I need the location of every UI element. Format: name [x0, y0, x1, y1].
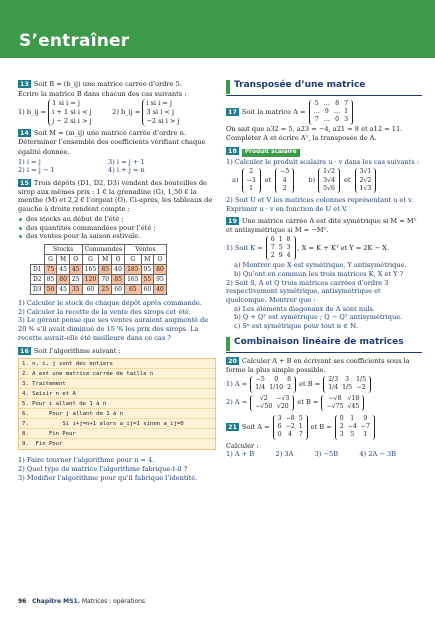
algorithm-line: 4. Saisir n et A — [19, 389, 215, 399]
list-item: 4) 2A − 3B — [359, 450, 396, 459]
matrix-pair-21 — [226, 415, 422, 440]
question: 1) Soit K = — [226, 243, 263, 252]
matrix-cell: −5 — [255, 376, 265, 384]
exercise-tag: Produit scalaire — [242, 149, 300, 157]
case-row: 1 si i = j — [52, 99, 80, 108]
exercise-text: Une matrice carrée A est dite symétrique si M = Mᵀ et antisymétrique si M = −Mᵀ. — [226, 217, 417, 234]
matrix-cell: 9 — [324, 108, 329, 116]
case-row: i si i = j — [146, 99, 172, 108]
case-row: −2 si i > j — [146, 116, 180, 125]
exercise-text: Soit l’algorithme suivant : — [33, 347, 121, 356]
table-cell: 65 — [125, 284, 141, 294]
table-group-header — [31, 244, 167, 254]
matrix-a2 — [250, 395, 294, 411]
matrix-cell: −√75 — [326, 402, 344, 410]
question: 2) Soit U et V les matrices colonnes représentant u et v. Exprimer u · v en fonction de U et V. — [226, 195, 414, 213]
section-title: Transposée d’une matrice — [234, 80, 366, 90]
algorithm-box — [18, 358, 216, 450]
matrix-cell: 3 — [286, 243, 291, 251]
exercise-text: Calculer A + B en écrivant ses coefficients sous la forme la plus simple possible. — [226, 356, 410, 374]
matrix-cell: 4 — [286, 252, 291, 260]
question: 2) Calculer la recette de la vente des sirops cet été. — [18, 307, 191, 316]
matrix-cell: 7 — [344, 100, 349, 107]
matrix-cell: −7 — [360, 423, 370, 431]
table-sub-header — [31, 254, 167, 264]
table-row — [31, 274, 167, 284]
column-header: M — [57, 254, 70, 264]
question: 1) Calculer le produit scalaire u · v dans les cas suivants : — [226, 157, 420, 166]
matrix-cell: 4 — [288, 431, 293, 439]
exercise-text: Calculer : — [226, 441, 259, 450]
table-cell: 35 — [69, 284, 82, 294]
exercise-number: 13 — [20, 80, 29, 88]
exercise-text: et B = — [310, 422, 332, 431]
question: b) Qu’ont en commun les trois matrices K, X et Y ? — [234, 269, 404, 278]
section-title: Combinaison linéaire de matrices — [234, 336, 404, 347]
case-row: 3 si i < j — [146, 108, 175, 117]
matrix-cell: −√50 — [255, 402, 273, 410]
question: c) Sⁿ est symétrique pour tout n ∈ ℕ. — [234, 322, 359, 331]
section-bar — [226, 337, 230, 351]
question: 3) Le gérant pense que ses ventes auraient augmenté de 20 % s’il avait diminué de 15 % les prix des sirops. La recette aurait-elle été meilleure dans ce cas ? — [18, 316, 209, 342]
exercise-text: On sait que a32 = 5, a23 = −4, a21 = 8 et a12 = 11. — [226, 124, 403, 133]
vector-cell: 3√4 — [323, 176, 335, 184]
matrix-cell: 3 — [339, 431, 344, 439]
matrix-cell: 5 — [298, 415, 303, 423]
left-column — [18, 80, 216, 482]
table-cell: 75 — [44, 264, 57, 274]
exercise-number: 16 — [20, 347, 29, 356]
table-cell: 45 — [57, 264, 70, 274]
list-item: des ventes pour la saison estivale. — [18, 232, 216, 241]
algorithm-line: 8. Fin Pour — [19, 429, 215, 439]
matrix-pair-2 — [226, 395, 422, 411]
matrix-cell: 1 — [278, 235, 283, 243]
matrix-cell: −4 — [347, 423, 357, 431]
question: 2) Quel type de matrice l’algorithme fabrique-t-il ? — [18, 464, 188, 473]
right-column — [226, 80, 422, 459]
case-rows — [48, 99, 104, 125]
column-header: M — [99, 254, 112, 264]
table-group-commandes: Commandes — [82, 244, 125, 254]
matrix-cell: … — [313, 108, 320, 116]
matrix-cell: 1/5 — [342, 384, 353, 392]
exercise-14 — [18, 129, 216, 176]
algorithm-line: 3. Traitement — [19, 379, 215, 389]
list-item: des stocks au début de l’été ; — [18, 215, 216, 224]
list-item: 1) i = j — [18, 157, 41, 166]
exercise-19 — [226, 217, 422, 331]
exercise-17 — [226, 100, 422, 143]
table-cell: 50 — [44, 284, 57, 294]
table-row — [31, 284, 167, 294]
matrix-cell: −2 — [285, 423, 295, 431]
vector-cell: 1√2 — [323, 168, 335, 176]
list-item: 2) i = j − 1 — [18, 166, 55, 175]
exercise-15 — [18, 179, 216, 342]
exercise-text: Soit A = — [241, 422, 270, 431]
separator: et — [343, 176, 351, 185]
item-label: b) — [308, 176, 316, 185]
matrix-cell: 0 — [274, 376, 279, 384]
section-bar — [226, 80, 230, 94]
item-label: 2) A = — [226, 398, 248, 407]
exercise-13 — [18, 80, 216, 126]
table-cell: 85 — [44, 274, 57, 284]
list-item: 1) A + B — [226, 450, 255, 459]
table-cell: 95 — [141, 264, 154, 274]
case-label: 1) b_ij = — [18, 108, 47, 117]
matrix-cell: √2 — [259, 394, 268, 402]
table-cell: 60 — [141, 284, 154, 294]
question: 1) Faire tourner l’algorithme pour n = 4. — [18, 456, 155, 465]
exercise-number: 21 — [228, 423, 237, 432]
table-cell: 95 — [154, 274, 167, 284]
matrix-cell: 0 — [339, 415, 344, 423]
column-header: G — [125, 254, 141, 264]
matrix-cell: −2 — [356, 384, 366, 392]
section-header-transposee — [226, 80, 422, 94]
table-cell: 165 — [82, 264, 99, 274]
vector-cell: −3 — [246, 176, 256, 184]
matrix-cell: … — [323, 100, 330, 107]
column-header: G — [82, 254, 99, 264]
chapter-label: Chapitre MS1. — [32, 598, 80, 605]
matrix-cell: 8 — [287, 376, 292, 384]
vector-cell: 2 — [282, 184, 287, 192]
exercise-text: Compléter A et écrire Aᵀ, la transposée de A. — [226, 134, 377, 143]
exercise-text: Soit la matrice A = — [241, 107, 306, 116]
table-cell: 120 — [82, 274, 99, 284]
exercise-number: 15 — [20, 179, 29, 188]
matrix-cell: 1/10 — [269, 384, 284, 392]
list-item: 4) i + j = n — [108, 166, 145, 175]
matrix-k-line — [226, 236, 422, 261]
matrix-cell: 9 — [278, 252, 283, 260]
column-header: O — [154, 254, 167, 264]
table-cell: 80 — [154, 264, 167, 274]
table-cell: 45 — [69, 264, 82, 274]
matrix-a — [309, 100, 354, 125]
matrix-cell: 8 — [286, 235, 291, 243]
matrix-cell: −8 — [285, 415, 295, 423]
questions — [18, 456, 216, 482]
page-number: 96 — [18, 598, 27, 605]
item-label: a) — [232, 176, 239, 185]
matrix-cell: √20 — [276, 402, 289, 410]
table-cell: 40 — [112, 264, 125, 274]
exercise-16 — [18, 347, 216, 482]
table-cell: 25 — [69, 274, 82, 284]
matrix-cell: 0 — [277, 431, 282, 439]
matrix-b1 — [323, 376, 371, 392]
page-title: S’entraîner — [19, 31, 130, 51]
table-cell: 60 — [112, 284, 125, 294]
matrix-cell: 5 — [278, 243, 283, 251]
vector-cell: 3√1 — [359, 168, 372, 176]
column-header: O — [69, 254, 82, 264]
matrix-cell: 1/5 — [356, 376, 367, 384]
vector-u-b — [318, 168, 340, 193]
vector-cell: 2 — [249, 168, 254, 176]
exercise-text: Écrire la matrice B dans chacun des cas suivants : — [18, 89, 187, 98]
matrix-cell: 7 — [270, 243, 275, 251]
exercise-text: Trois dépôts (D1, D2, D3) vendent des bouteilles de sirop aux mêmes prix : 1 € la grenadine (G), 1,50 € la menthe (M) et 2,2 € l’orgeat (O). Ci-après, les tableaux de gauche à droite rendent compte : — [18, 179, 213, 214]
table-cell: 70 — [99, 274, 112, 284]
table-cell: 55 — [141, 274, 154, 284]
section-underline — [226, 95, 422, 96]
section-underline — [226, 352, 422, 353]
vector-cell: 2√2 — [359, 176, 372, 184]
matrix-cell: √18 — [347, 394, 360, 402]
page-header — [0, 0, 435, 58]
column-header: G — [44, 254, 57, 264]
list-item: 3) i = j + 1 — [108, 157, 145, 166]
table-cell: 25 — [99, 284, 112, 294]
question: 2) Soit S, A et Q trois matrices carrées d’ordre 3 respectivement symétrique, antisymétrique et quelconque. Montrer que : — [226, 278, 389, 305]
table-group-stocks: Stocks — [44, 244, 82, 254]
question: 1) Calculer le stock de chaque dépôt après commande. — [18, 298, 202, 307]
list-item: 3) −5B — [314, 450, 339, 459]
table-cell: 45 — [57, 284, 70, 294]
column-header: O — [112, 254, 125, 264]
matrix-cell: 1/4 — [255, 384, 266, 392]
algorithm-line: 5. Pour i allant de 1 à n — [19, 399, 215, 409]
matrix-cell: 1 — [344, 108, 349, 116]
table-cell: 80 — [57, 274, 70, 284]
exercise-number: 17 — [228, 108, 237, 117]
matrix-cell: 2 — [287, 384, 292, 392]
column-header: M — [141, 254, 154, 264]
row-label: D1 — [31, 264, 45, 274]
exercise-number: 18 — [228, 146, 237, 155]
algorithm-line: 2. A est une matrice carrée de taille n — [19, 369, 215, 379]
exercise-text: Soit M = (m_ij) une matrice carrée d’ordre n. — [33, 128, 186, 137]
exercise-number: 14 — [20, 128, 29, 137]
table-row — [31, 264, 167, 274]
item-label: 1) A = — [226, 380, 248, 389]
exercise-18 — [226, 147, 422, 213]
list-item: des quantités commandées pour l’été ; — [18, 224, 216, 233]
vector-u-a — [242, 168, 261, 193]
separator: et — [264, 176, 272, 185]
matrix-a1 — [250, 376, 296, 392]
case-rows — [142, 99, 179, 125]
matrix-cell: 3 — [345, 376, 350, 384]
cases-block — [18, 99, 216, 125]
algorithm-line: 7. Si i+j=n+1 alors a_ij=1 sinon a_ij=0 — [19, 419, 215, 429]
question: a) Les éléments diagonaux de A sont nuls. — [234, 304, 375, 313]
matrix-cell: 7 — [298, 431, 303, 439]
case-row: i + 1 si i < j — [52, 108, 92, 117]
matrix-cell: 2 — [270, 252, 275, 260]
matrix-cell: 6 — [270, 235, 275, 243]
matrix-cell: 9 — [363, 415, 368, 423]
exercise-text: Déterminer l’ensemble des coefficients vérifiant chaque — [18, 138, 206, 147]
matrix-cell: 2/3 — [328, 376, 339, 384]
matrix-b2 — [321, 395, 364, 411]
matrix-cell: 8 — [335, 100, 339, 107]
matrix-cell: 6 — [277, 423, 282, 431]
algorithm-line: 1. n, i, j sont des entiers — [19, 359, 215, 369]
answer-grid — [18, 158, 216, 175]
table-cell: 60 — [82, 284, 99, 294]
exercise-text: et B = — [299, 380, 321, 389]
exercise-text: égalité donnée. — [18, 147, 70, 156]
exercise-21 — [226, 415, 422, 459]
list-item: 2) 3A — [275, 450, 294, 459]
matrix-cell: … — [323, 116, 330, 124]
table-cell: 85 — [112, 274, 125, 284]
table-cell: 165 — [125, 274, 141, 284]
stock-table — [30, 244, 167, 295]
section-header-combinaison — [226, 337, 422, 351]
answer-list — [226, 450, 396, 459]
matrix-cell: 1/4 — [328, 384, 339, 392]
matrix-cell: 0 — [335, 116, 339, 124]
vector-pairs — [232, 168, 422, 193]
table-cell: 185 — [125, 264, 141, 274]
algorithm-line: 6. Pour j allant de 1 à n — [19, 409, 215, 419]
vector-v-b — [355, 168, 377, 193]
matrix-cell: … — [333, 108, 341, 116]
matrix-cell: 5 — [314, 100, 319, 107]
matrix-cell: 1 — [298, 423, 303, 431]
matrix-cell: 1 — [363, 431, 368, 439]
exercise-20 — [226, 357, 422, 411]
matrix-cell: 3 — [344, 116, 349, 124]
questions — [18, 299, 216, 343]
matrix-cell: 2 — [339, 423, 344, 431]
vector-cell: 4 — [282, 176, 287, 184]
chapter-title: Matrices : opérations — [81, 598, 146, 605]
exercise-number: 19 — [228, 217, 237, 226]
table-cell: 40 — [154, 284, 167, 294]
matrix-cell: −√8 — [328, 394, 342, 402]
question: a) Montrer que X est symétrique, Y antisymétrique. — [234, 261, 407, 270]
matrix-cell: 7 — [314, 116, 319, 124]
table-cell: 85 — [99, 264, 112, 274]
vector-cell: 1 — [249, 184, 254, 192]
vector-cell: 1√3 — [359, 184, 372, 192]
table-group-ventes: Ventes — [125, 244, 167, 254]
question: b) Q + Qᵀ est symétrique ; Q − Qᵀ antisymétrique. — [234, 313, 403, 322]
row-label: D3 — [31, 284, 45, 294]
matrix-cell: √45 — [347, 402, 360, 410]
matrix-pair-1 — [226, 376, 422, 392]
row-label: D2 — [31, 274, 45, 284]
case-label: 2) b_ij = — [112, 108, 141, 117]
vector-cell: 5√6 — [323, 184, 335, 192]
case-row: j − 2 si i > j — [52, 116, 92, 125]
matrix-cell: 1 — [350, 415, 355, 423]
matrix-k — [266, 236, 296, 261]
vector-v-a — [275, 168, 294, 193]
exercise-number: 20 — [228, 356, 237, 365]
algorithm-line: 9. Fin Pour — [22, 441, 63, 448]
page-footer — [18, 598, 145, 606]
question: 3) Modifier l’algorithme pour qu’il fabrique l’identité. — [18, 473, 198, 482]
matrix-a21 — [273, 415, 308, 440]
exercise-text: Soit B = (b_ij) une matrice carrée d’ordre 5. — [33, 80, 182, 88]
matrix-cell: 5 — [350, 431, 355, 439]
vector-cell: −5 — [280, 168, 290, 176]
exercise-text: et B = — [297, 398, 319, 407]
matrix-b21 — [335, 415, 375, 440]
exercise-text: , X = K + Kᵀ et Y = 2K − X. — [297, 243, 389, 252]
matrix-cell: −√3 — [276, 394, 290, 402]
matrix-cell: 3 — [277, 415, 282, 423]
